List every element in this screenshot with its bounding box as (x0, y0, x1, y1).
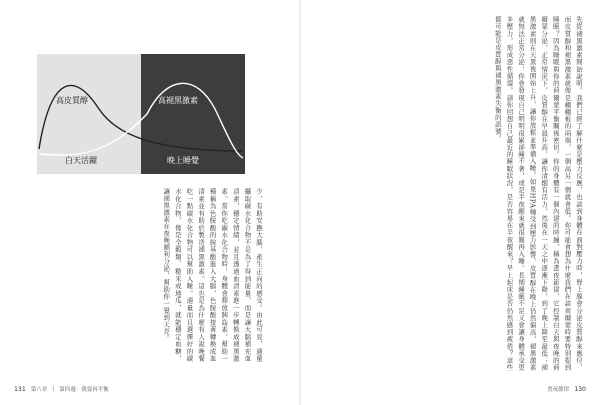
right-page (300, 0, 600, 405)
high-melatonin-label: 高褪黑激素 (158, 96, 198, 105)
day-active-label: 白天活躍 (65, 156, 97, 165)
page-number-left: 131 (14, 385, 26, 393)
left-body-text: 少，有助安撫大腦，產生正向的感受。由此可見，適量攝取碳水化合物不是為了得到能量，而是讓大腦補充血清素，穩定情緒，並且透過血清素進一步轉換成褪黑激素。當你吃碳水化合物時，身體會釋放胰島素，幫助一種稱為色胺酸的胺基酸進入大腦，色胺酸接著轉換成血清素並有助於製造褪黑激素。這也是為什麼有人說晚餐吃一點碳水化合物可以幫助入睡。適量而且選擇好的碳水化合物，像是全穀類、糙米或地瓜，就能穩定血糖，讓褪黑激素在夜晚順利分泌，幫助你一覺到天亮。 (162, 188, 263, 362)
page-number-right: 130 (574, 385, 586, 393)
left-footer (14, 385, 109, 393)
right-body-text: 先從褪黑激素開始說明。我們已經了解什麼是壓力反應，也談到身體在面對壓力時，腎上腺會分泌皮質醇來應付，而皮質醇和褪黑激素就像是翹翹板的兩端，一個高另一個就會低。你可能會想為什麼我們在談荷爾蒙時要特別提到睡眠？因為睡眠與你的荷爾蒙平衡關係密切。你的身體有一個內建的時鐘，稱為晝夜節律，它控制白天與夜晚的荷爾蒙分泌。正常情況下，皮質醇在早晨升高，讓你清醒有活力，然後在一天之中逐漸下降，到了晚上降至最低；褪黑激素則在天黑後開始上升，讓你放鬆並準備入睡。如果HPA軸受到壓力影響，皮質醇在晚上仍然偏高，褪黑激素就無法正常分泌，你會發現自己明明很累卻睡不著，或是半夜醒來就很難再入睡。長期睡眠不足又會讓身體承受更多壓力，形成惡性循環。請你回想自己最近的睡眠狀況，是否容易在半夜醒來？早上起床是否仍然感到疲倦？這些都可能是皮質醇與褪黑激素失衡的訊號。 (493, 16, 583, 371)
right-footer (547, 385, 586, 393)
chapter-label: 第八章 (30, 387, 48, 393)
section-label-left: 第四週：我要再平衡 (59, 387, 109, 393)
night-sleep-label: 晚上睡覺 (167, 156, 199, 165)
high-cortisol-label: 高皮質醇 (56, 96, 88, 105)
section-label-right: 晝夜節律 (547, 387, 570, 393)
footer-separator: | (52, 386, 55, 392)
circadian-diagram (37, 54, 245, 174)
